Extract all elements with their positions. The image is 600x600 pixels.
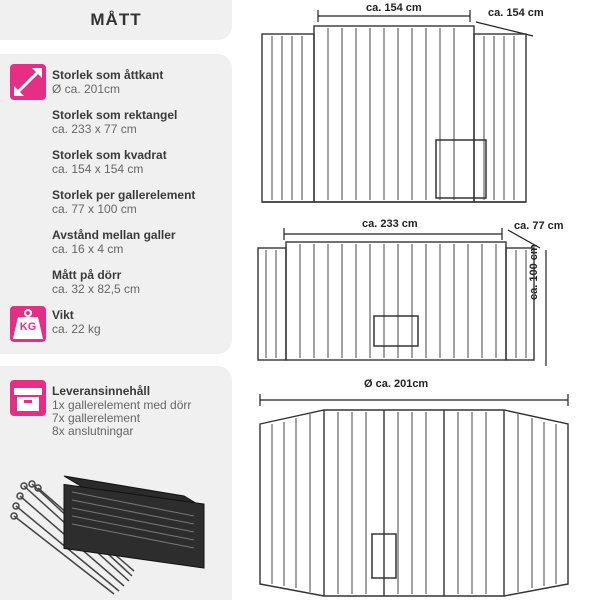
specs-panel bbox=[0, 0, 240, 600]
square-width-label: ca. 154 cm bbox=[366, 2, 422, 14]
spec-item: Vikt ca. 22 kg bbox=[52, 308, 101, 336]
delivery-item: 1x gallerelement med dörr bbox=[52, 398, 192, 412]
spec-item: Avstånd mellan galler ca. 16 x 4 cm bbox=[52, 228, 176, 256]
rect-width-label: ca. 233 cm bbox=[362, 218, 418, 230]
rect-height-label: ca. 100 cm bbox=[528, 244, 540, 300]
octagon-pen-illustration bbox=[254, 384, 574, 599]
spec-item: Storlek som rektangel ca. 233 x 77 cm bbox=[52, 108, 178, 136]
spec-item: Storlek per gallerelement ca. 77 x 100 cm bbox=[52, 188, 196, 216]
spec-item: Mått på dörr ca. 32 x 82,5 cm bbox=[52, 268, 141, 296]
parts-illustration bbox=[4, 446, 224, 596]
spec-item: Storlek som kvadrat ca. 154 x 154 cm bbox=[52, 148, 167, 176]
square-depth-label: ca. 154 cm bbox=[488, 7, 544, 19]
square-pen-illustration bbox=[248, 0, 598, 210]
delivery-heading: Leveransinnehåll bbox=[52, 384, 151, 398]
octagon-diameter-label: Ø ca. 201cm bbox=[364, 378, 429, 390]
title-box bbox=[0, 0, 232, 40]
rect-depth-label: ca. 77 cm bbox=[514, 220, 564, 232]
weight-icon-text: KG bbox=[19, 321, 37, 333]
rect-pen-illustration bbox=[250, 220, 550, 370]
box-icon bbox=[10, 380, 46, 416]
spec-item: Storlek som åttkant Ø ca. 201cm bbox=[52, 68, 164, 96]
delivery-item: 8x anslutningar bbox=[52, 424, 134, 438]
weight-icon bbox=[10, 306, 46, 342]
page-title: MÅTT bbox=[90, 10, 142, 29]
octagon-size-icon bbox=[10, 64, 46, 100]
delivery-item: 7x gallerelement bbox=[52, 411, 141, 425]
